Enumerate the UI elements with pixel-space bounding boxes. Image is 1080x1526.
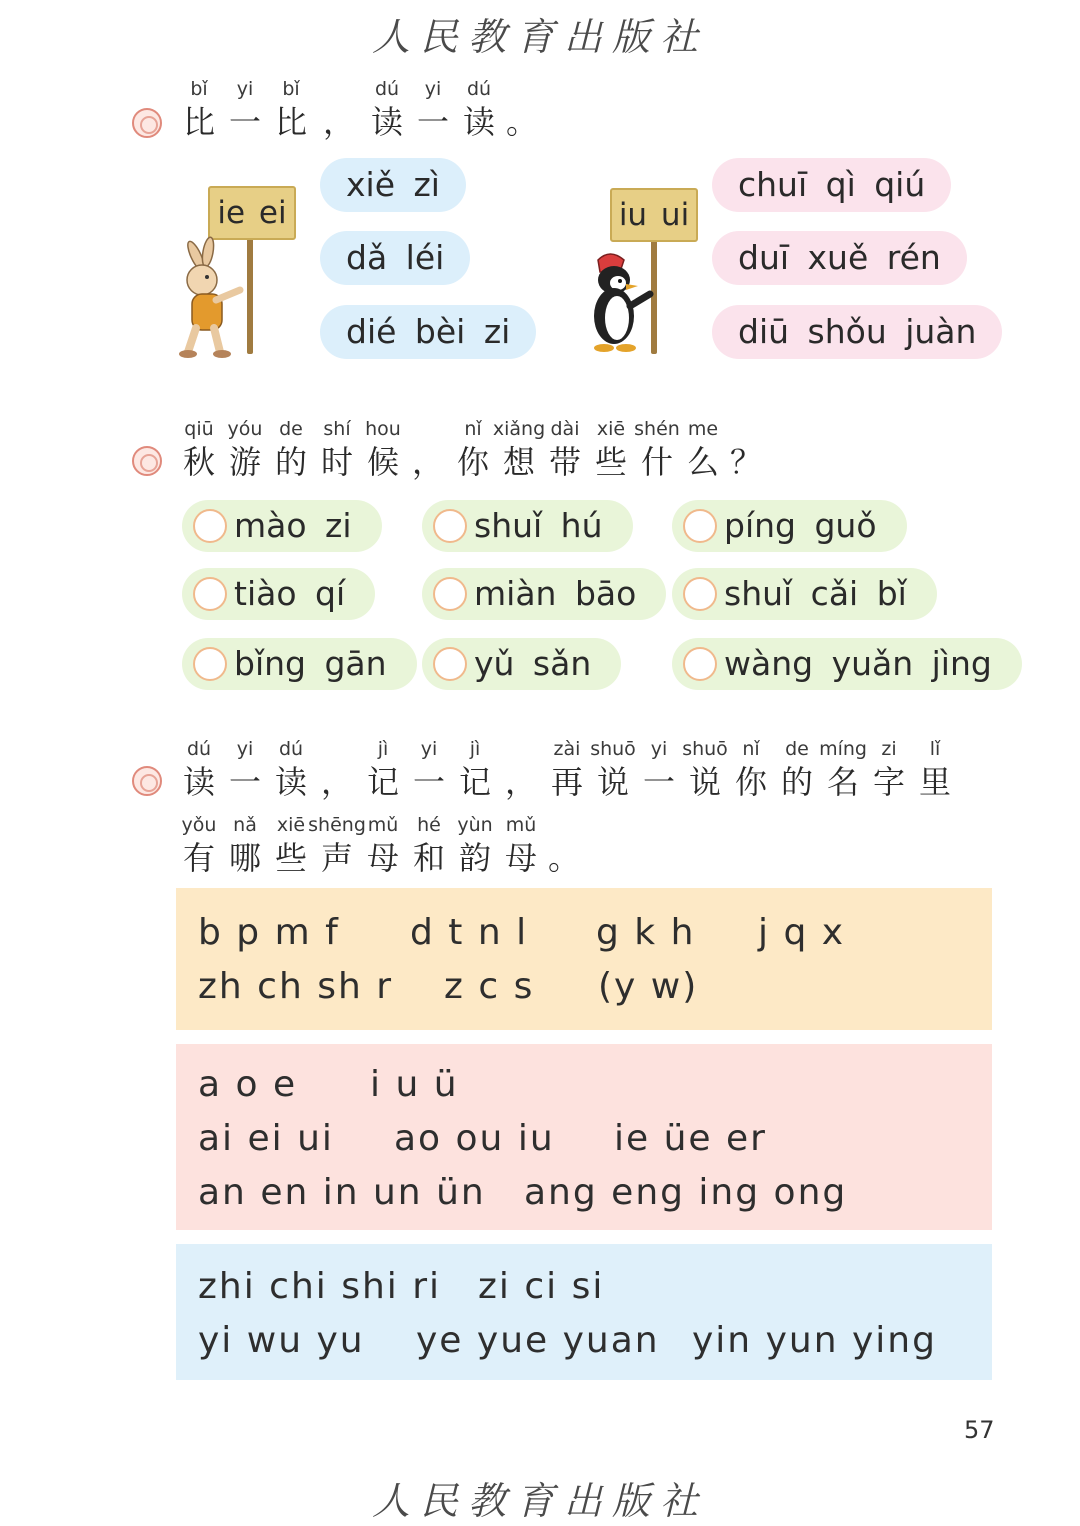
section-bullet-icon — [132, 446, 162, 476]
section3-title-line1: dú 读 yi 一 dú 读 ， jì 记 yi 一 jì 记 ， zài 再 shuō 说 yi 一 shuō 说 nǐ 你 de 的 míng 名 zi 字 lǐ 里 — [182, 738, 951, 801]
choice-circle-icon[interactable] — [193, 577, 227, 611]
word-pill: dié bèi zi — [320, 305, 536, 359]
publisher-brand-header: 人民教育出版社 — [371, 15, 708, 59]
choice-circle-icon[interactable] — [193, 647, 227, 681]
word-pill: dǎ léi — [320, 231, 470, 285]
page-number: 57 — [964, 1416, 995, 1444]
section-bullet-icon — [132, 108, 162, 138]
initials-group: j q x — [758, 912, 846, 953]
choice-circle-icon[interactable] — [433, 647, 467, 681]
section2-title: qiū 秋 yóu 游 de 的 shí 时 hou 候 ， nǐ 你 xiǎng 想 dài 带 xiē 些 shén 什 me 么 ？ — [182, 418, 762, 481]
finals-group: ai ei ui — [198, 1118, 334, 1159]
sign-ie-ei: ie ei — [208, 186, 296, 240]
choice-circle-icon[interactable] — [433, 509, 467, 543]
finals-group: ao ou iu — [394, 1118, 555, 1159]
section-bullet-icon — [132, 766, 162, 796]
word-pill: duī xuě rén — [712, 231, 967, 285]
finals-group: i u ü — [370, 1064, 459, 1105]
choice-option[interactable]: wàng yuǎn jìng — [672, 638, 1022, 690]
syllable-group: zi ci si — [478, 1266, 605, 1307]
choice-option[interactable]: tiào qí — [182, 568, 375, 620]
choice-option[interactable]: shuǐ cǎi bǐ — [672, 568, 937, 620]
penguin-icon — [584, 250, 660, 354]
choice-option[interactable]: shuǐ hú — [422, 500, 633, 552]
syllable-group: yin yun ying — [692, 1320, 937, 1361]
whole-syllables-table — [176, 1244, 992, 1380]
initials-table — [176, 888, 992, 1030]
syllable-group: ye yue yuan — [416, 1320, 660, 1361]
initials-group: g k h — [596, 912, 696, 953]
initials-group: z c s — [444, 966, 535, 1007]
syllable-group: yi wu yu — [198, 1320, 365, 1361]
syllable-group: zhi chi shi ri — [198, 1266, 442, 1307]
rabbit-icon — [176, 240, 256, 360]
choice-circle-icon[interactable] — [683, 509, 717, 543]
choice-option[interactable]: miàn bāo — [422, 568, 666, 620]
choice-circle-icon[interactable] — [433, 577, 467, 611]
initials-group: d t n l — [410, 912, 529, 953]
word-pill: diū shǒu juàn — [712, 305, 1002, 359]
word-pill: chuī qì qiú — [712, 158, 951, 212]
choice-option[interactable]: mào zi — [182, 500, 382, 552]
choice-option[interactable]: bǐng gān — [182, 638, 417, 690]
finals-group: a o e — [198, 1064, 298, 1105]
finals-group: an en in un ün — [198, 1172, 486, 1213]
initials-group: zh ch sh r — [198, 966, 394, 1007]
section3-title-line2: yǒu 有 nǎ 哪 xiē 些 shēng 声 mǔ 母 hé 和 yùn 韵 mǔ 母 。 — [181, 814, 580, 877]
finals-table — [176, 1044, 992, 1230]
finals-group: ang eng ing ong — [524, 1172, 848, 1213]
sign-iu-ui: iu ui — [610, 188, 698, 242]
finals-group: ie üe er — [614, 1118, 767, 1159]
choice-option[interactable]: píng guǒ — [672, 500, 907, 552]
choice-circle-icon[interactable] — [193, 509, 227, 543]
choice-option[interactable]: yǔ sǎn — [422, 638, 621, 690]
choice-circle-icon[interactable] — [683, 577, 717, 611]
section1-title: bǐ 比 yi 一 bǐ 比 ， dú 读 yi 一 dú 读 。 — [182, 78, 538, 141]
publisher-brand-footer: 人民教育出版社 — [371, 1479, 708, 1523]
word-pill: xiě zì — [320, 158, 466, 212]
initials-group: (y w) — [598, 966, 699, 1007]
initials-group: b p m f — [198, 912, 340, 953]
choice-circle-icon[interactable] — [683, 647, 717, 681]
